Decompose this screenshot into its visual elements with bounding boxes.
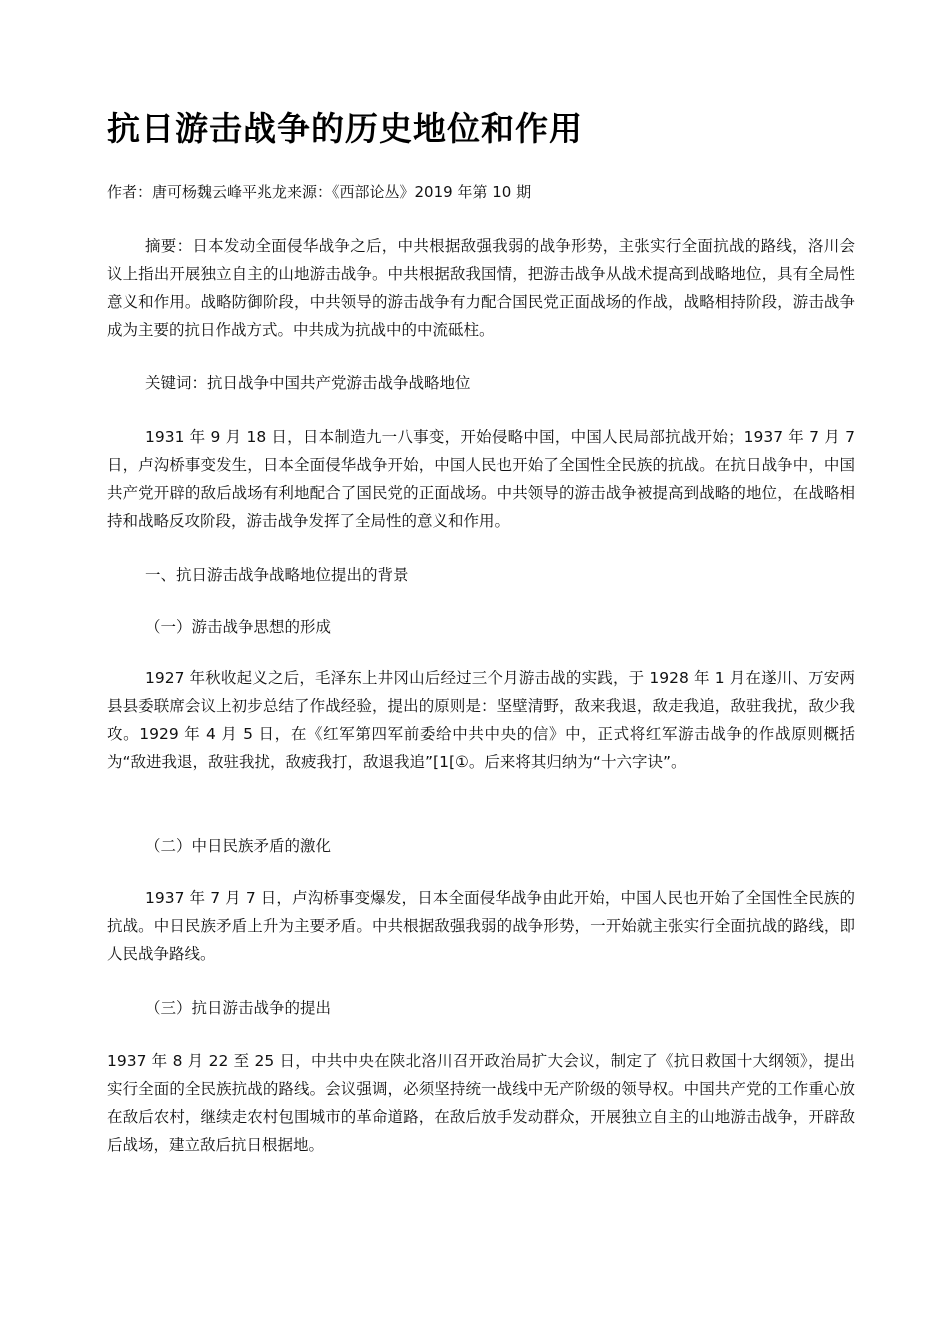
subsection-1-paragraph: 1927 年秋收起义之后，毛泽东上井冈山后经过三个月游击战的实践，于 1928 年 1 月在遂川、万安两县县委联席会议上初步总结了作战经验，提出的原则是：坚壁清野，敌来我退，敌走我追，敌驻我扰，敌少我攻。1929 年 4 月 5 日，在《红军第四军前委给中共中央的信》中，正式将红军游击战争的作战原则概括为“敌进我退，敌驻我扰，敌疲我打，敌退我追”[1[①。后来将其归纳为“十六字诀”。 [107,669,855,771]
keywords-line: 关键词：抗日战争中国共产党游击战争战略地位 [145,374,471,392]
author-source-line: 作者：唐可杨魏云峰平兆龙来源：《西部论丛》2019 年第 10 期 [107,183,532,201]
document-title: 抗日游击战争的历史地位和作用 [107,109,583,148]
subsection-3-paragraph: 1937 年 8 月 22 至 25 日，中共中央在陕北洛川召开政治局扩大会议，制定了《抗日救国十大纲领》，提出实行全面的全民族抗战的路线。会议强调，必须坚持统一战线中无产阶级的领导权。中国共产党的工作重心放在敌后农村，继续走农村包围城市的革命道路，在敌后放手发动群众，开展独立自主的山地游击战争，开辟敌后战场，建立敌后抗日根据地。 [107,1052,855,1154]
subsection-2-paragraph: 1937 年 7 月 7 日，卢沟桥事变爆发，日本全面侵华战争由此开始，中国人民也开始了全国性全民族的抗战。中日民族矛盾上升为主要矛盾。中共根据敌强我弱的战争形势，一开始就主张实行全面抗战的路线，即人民战争路线。 [107,889,855,963]
subsection-2-heading: （二）中日民族矛盾的激化 [145,837,332,855]
subsection-3-heading: （三）抗日游击战争的提出 [145,999,332,1017]
section-1-heading: 一、抗日游击战争战略地位提出的背景 [145,566,409,584]
intro-paragraph: 1931 年 9 月 18 日，日本制造九一八事变，开始侵略中国，中国人民局部抗战开始；1937 年 7 月 7 日，卢沟桥事变发生，日本全面侵华战争开始，中国人民也开始了全国性全民族的抗战。在抗日战争中，中国共产党开辟的敌后战场有利地配合了国民党的正面战场。中共领导的游击战争被提高到战略的地位，在战略相持和战略反攻阶段，游击战争发挥了全局性的意义和作用。 [107,428,855,530]
abstract-paragraph: 摘要：日本发动全面侵华战争之后，中共根据敌强我弱的战争形势，主张实行全面抗战的路线，洛川会议上指出开展独立自主的山地游击战争。中共根据敌我国情，把游击战争从战术提高到战略地位，具有全局性意义和作用。战略防御阶段，中共领导的游击战争有力配合国民党正面战场的作战，战略相持阶段，游击战争成为主要的抗日作战方式。中共成为抗战中的中流砥柱。 [107,237,855,339]
subsection-1-heading: （一）游击战争思想的形成 [145,618,332,636]
